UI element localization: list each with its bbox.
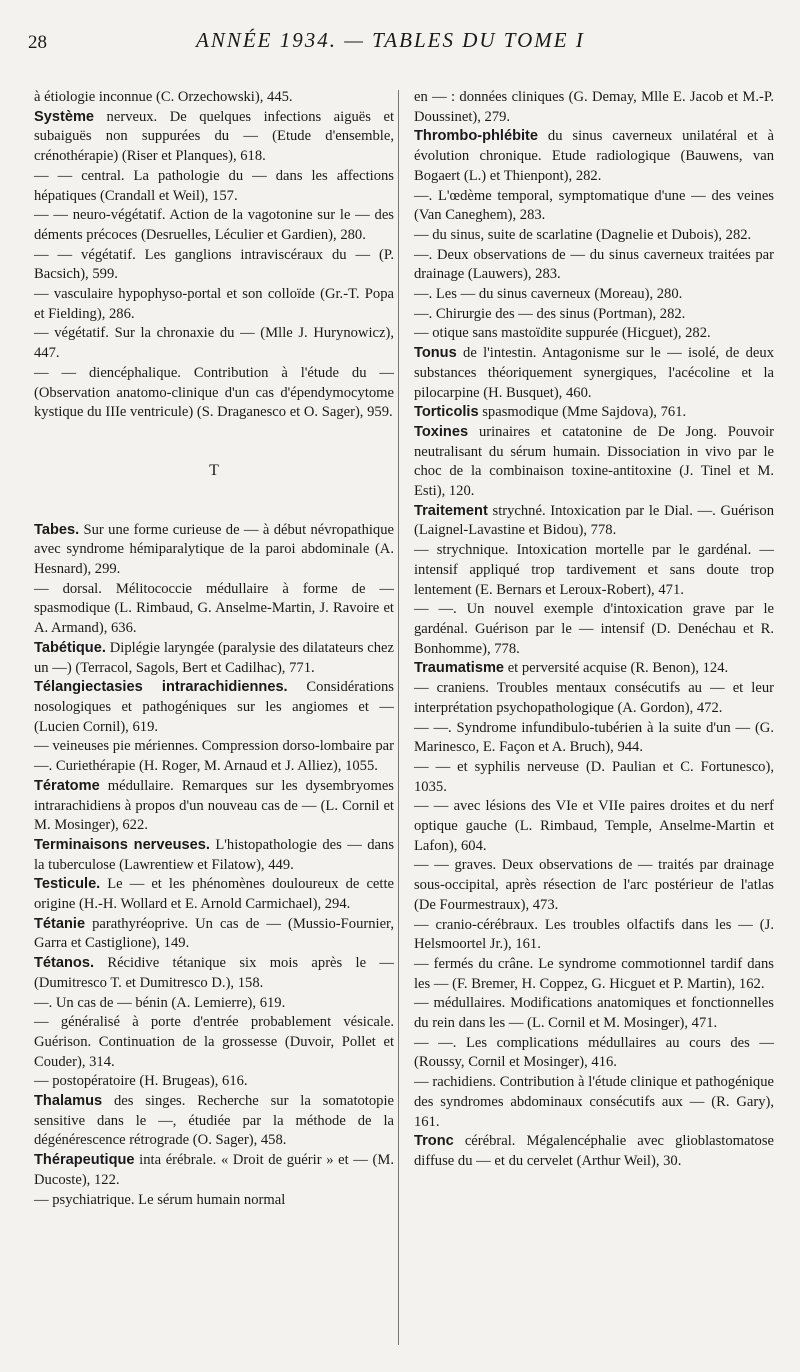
running-title: ANNÉE 1934. — TABLES DU TOME I xyxy=(196,28,585,52)
entry-keyword: Tronc xyxy=(414,1133,454,1150)
entry-keyword: Tabétique. xyxy=(34,639,106,656)
entry-text: Récidive tétanique six mois après le — (Dumitresco T. et Dumitresco D.), 158. xyxy=(34,955,394,991)
index-entry xyxy=(414,541,774,600)
entry-text: — — avec lésions des VIe et VIIe paires droites et du nerf optique gauche (L. Rimbaud, Temple, Anselme-Martin et Lafon), 604. xyxy=(414,798,774,854)
entry-keyword: Thalamus xyxy=(34,1093,103,1110)
index-entry xyxy=(34,678,394,737)
entry-keyword: Thrombo-phlébite xyxy=(414,128,539,145)
index-entry xyxy=(414,187,774,226)
entry-text: — veineuses pie mériennes. Compression dorso-lombaire par —. Curiethérapie (H. Roger, M. Arnaud et J. Alliez), 1055. xyxy=(34,738,394,775)
entry-text: — —. Un nouvel exemple d'intoxication grave par le gardénal. Guérison par le — intensif (D. Denéchau et R. Bonhomme), 778. xyxy=(414,601,774,657)
entry-keyword: Tératome xyxy=(34,777,100,794)
index-entry xyxy=(34,875,394,914)
entry-keyword: Torticolis xyxy=(414,404,479,421)
index-entry xyxy=(34,915,394,954)
entry-text: du sinus caverneux unilatéral et à évolution chronique. Etude radiologique (Bauwens, van Bogaert (L.) et Thienpont), 282. xyxy=(414,128,774,184)
entry-keyword: Traumatisme xyxy=(414,660,505,677)
index-entry xyxy=(34,1151,394,1190)
index-entry xyxy=(414,659,774,679)
index-entry xyxy=(414,423,774,502)
entry-text: — — végétatif. Les ganglions intraviscéraux du — (P. Bacsich), 599. xyxy=(34,246,394,283)
entry-keyword: Tétanos. xyxy=(34,955,95,972)
entry-text: — — graves. Deux observations de — traités par drainage sous-occipital, après résection de l'arc postérieur de l'atlas (De Fourmestraux), 473. xyxy=(414,857,774,913)
entry-text: médullaire. Remarques sur les dysembryomes intrarachidiens à propos d'un nouveau cas de — (L. Cornil et M. Mosinger), 622. xyxy=(34,777,394,834)
index-entry xyxy=(414,1073,774,1132)
entry-keyword: Tabes. xyxy=(34,521,80,538)
entry-keyword: Terminaisons nerveuses. xyxy=(34,836,210,853)
entry-text: — du sinus, suite de scarlatine (Dagnelie et Dubois), 282. xyxy=(414,226,752,243)
entry-text: — —. Syndrome infundibulo-tubérien à la suite d'un — (G. Marinesco, E. Façon et A. Bruch), 944. xyxy=(414,719,774,756)
index-entry xyxy=(414,719,774,758)
running-head xyxy=(0,14,800,54)
entry-text: — dorsal. Mélitococcie médullaire à forme de — spasmodique (L. Rimbaud, G. Anselme-Martin, J. Ravoire et A. Armand), 636. xyxy=(34,580,394,637)
entry-text: — fermés du crâne. Le syndrome commotionnel tardif dans les — (F. Bremer, H. Coppez, G. Hicguet et P. Martin), 162. xyxy=(414,955,774,992)
entry-text: Le — et les phénomènes douloureux de cette origine (H.-H. Wollard et E. Arnold Carmichael), 294. xyxy=(34,876,394,913)
entry-text: à étiologie inconnue (C. Orzechowski), 445. xyxy=(34,89,293,105)
entry-text: strychné. Intoxication par le Dial. —. Guérison (Laignel-Lavastine et Bidou), 778. xyxy=(414,502,774,539)
entry-text: —. Deux observations de — du sinus caverneux traitées par drainage (Lauwers), 283. xyxy=(414,246,774,283)
index-entry xyxy=(34,777,394,836)
index-entry xyxy=(34,521,394,580)
index-entry xyxy=(414,127,774,186)
entry-keyword: Télangiectasies intrarachidiennes. xyxy=(34,679,288,696)
entry-keyword: Traitement xyxy=(414,502,488,519)
entry-text: — — diencéphalique. Contribution à l'étude du — (Observation anatomo-clinique d'un cas d'épendymocytome kystique du IIIe ventricule) (S. Draganesco et O. Sager), 959. xyxy=(34,364,394,421)
entry-text: — végétatif. Sur la chronaxie du — (Mlle J. Hurynowicz), 447. xyxy=(34,325,394,362)
index-entry xyxy=(414,324,774,344)
entry-text: —. Les — du sinus caverneux (Moreau), 280. xyxy=(414,286,683,303)
index-entry xyxy=(414,226,774,246)
index-entry xyxy=(414,344,774,403)
index-entry xyxy=(414,994,774,1033)
entry-text: des singes. Recherche sur la somatotopie sensitive dans le —, étudiée par la méthode de la dégénérescence rétrograde (O. Sager), 458. xyxy=(34,1093,394,1149)
entry-text: — craniens. Troubles mentaux consécutifs au — et leur interprétation psychopathologique (A. Gordon), 472. xyxy=(414,680,774,716)
index-entry xyxy=(34,206,394,245)
index-entry xyxy=(414,955,774,994)
index-entry xyxy=(414,403,774,423)
index-entry xyxy=(34,639,394,678)
entry-text: urinaires et catatonine de De Jong. Pouvoir neutralisant du sérum humain. Dissociation in vivo par le choc de la combinaison toxine-antitoxine (J. Tinel et M. Esti), 120. xyxy=(414,423,774,500)
entry-text: —. Un cas de — bénin (A. Lemierre), 619. xyxy=(34,994,286,1011)
index-entry xyxy=(34,1092,394,1151)
left-column xyxy=(34,88,394,1210)
index-entry xyxy=(414,502,774,541)
index-entry xyxy=(414,797,774,856)
entry-keyword: Système xyxy=(34,108,95,125)
entry-keyword: Thérapeutique xyxy=(34,1152,135,1169)
index-entry xyxy=(414,916,774,955)
index-entry xyxy=(414,758,774,797)
entry-text: —. Chirurgie des — des sinus (Portman), 282. xyxy=(414,305,686,322)
index-entry xyxy=(414,1132,774,1171)
entry-text: — médullaires. Modifications anatomiques et fonctionnelles du rein dans les — (L. Cornil et M. Mosinger), 471. xyxy=(414,995,774,1032)
index-entry xyxy=(34,88,394,108)
entry-text: Considérations nosologiques et pathogéniques sur les angiomes et — (Lucien Cornil), 619. xyxy=(34,679,394,735)
column-divider xyxy=(398,90,399,1345)
entry-text: spasmodique (Mme Sajdova), 761. xyxy=(478,404,687,421)
entry-text: parathyréoprive. Un cas de — (Mussio-Fournier, Garra et Castiglione), 149. xyxy=(34,915,394,952)
index-entry xyxy=(414,679,774,718)
index-entry xyxy=(34,246,394,285)
index-entry xyxy=(414,285,774,305)
entry-text: — — neuro-végétatif. Action de la vagotonine sur le — des déments précoces (Desruelles, Léculier et Gardien), 280. xyxy=(34,207,394,243)
index-entry xyxy=(414,1034,774,1073)
index-entry xyxy=(34,1013,394,1072)
entry-text: — généralisé à porte d'entrée probablement vésicale. Guérison. Continuation de la grossesse (Duvoir, Pollet et Couder), 314. xyxy=(34,1014,394,1070)
entry-keyword: Toxines xyxy=(414,423,469,440)
index-entry xyxy=(414,856,774,915)
entry-keyword: Tonus xyxy=(414,345,457,362)
right-column xyxy=(414,88,774,1172)
index-entry xyxy=(34,1072,394,1092)
entry-text: —. L'œdème temporal, symptomatique d'une — des veines (Van Caneghem), 283. xyxy=(414,187,774,224)
index-entry xyxy=(34,994,394,1014)
entry-text: — — central. La pathologie du — dans les affections hépatiques (Crandall et Weil), 157. xyxy=(34,167,394,204)
entry-text: — rachidiens. Contribution à l'étude clinique et pathogénique des syndromes abdominaux consécutifs aux — (R. Gary), 161. xyxy=(414,1074,774,1130)
index-entry xyxy=(34,737,394,776)
section-letter: T xyxy=(209,461,219,479)
entry-text: — — et syphilis nerveuse (D. Paulian et C. Fortunesco), 1035. xyxy=(414,758,774,795)
entry-text: cérébral. Mégalencéphalie avec glioblastomatose diffuse du — et du cervelet (Arthur Weil), 30. xyxy=(414,1133,774,1169)
index-entry xyxy=(414,246,774,285)
entry-text: de l'intestin. Antagonisme sur le — isolé, de deux substances théoriquement synergiques, l'acécoline et la pilocarpine (H. Busquet), 460. xyxy=(414,345,774,401)
entry-text: L'histopathologie des — dans la tuberculose (Lawrentiew et Filatow), 449. xyxy=(34,836,395,873)
page-number: 28 xyxy=(28,32,47,53)
entry-text: et perversité acquise (R. Benon), 124. xyxy=(504,660,729,677)
entry-text: nerveux. De quelques infections aiguës et subaiguës non suppurées du — (Etude d'ensemble, crénothérapie) (Riser et Planques), 618. xyxy=(34,108,394,165)
entry-text: Diplégie laryngée (paralysie des dilatateurs chez un —) (Terracol, Sagols, Bert et Cadilhac), 771. xyxy=(34,639,394,676)
entry-text: — cranio-cérébraux. Les troubles olfactifs dans les — (J. Helsmoortel Jr.), 161. xyxy=(414,916,774,953)
entry-text: Sur une forme curieuse de — à début névropathique avec syndrome hémiparalytique de la paroi abdominale (A. Hesnard), 299. xyxy=(34,521,394,578)
entry-text: — psychiatrique. Le sérum humain normal xyxy=(34,1191,286,1208)
index-entry xyxy=(414,600,774,659)
index-entry xyxy=(34,167,394,206)
index-entry xyxy=(414,88,774,127)
entry-text: — —. Les complications médullaires au cours des — (Roussy, Cornil et Mosinger), 416. xyxy=(414,1034,774,1071)
index-entry xyxy=(414,305,774,325)
entry-text: — vasculaire hypophyso-portal et son colloïde (Gr.-T. Popa et Fielding), 286. xyxy=(34,286,394,322)
entry-keyword: Tétanie xyxy=(34,915,86,932)
entry-text: en — : données cliniques (G. Demay, Mlle E. Jacob et M.-P. Doussinet), 279. xyxy=(414,89,774,125)
index-entry xyxy=(34,285,394,324)
index-entry xyxy=(34,108,394,167)
entry-text: — postopératoire (H. Brugeas), 616. xyxy=(34,1073,248,1090)
entry-text: — strychnique. Intoxication mortelle par le gardénal. — intensif appliqué trop tardivement et sans doute trop lentement (E. Bernars et Leroux-Robert), 471. xyxy=(414,542,774,598)
index-entry xyxy=(34,580,394,639)
entry-text: inta érébrale. « Droit de guérir » et — (M. Ducoste), 122. xyxy=(34,1152,394,1188)
entry-keyword: Testicule. xyxy=(34,876,101,893)
index-entry xyxy=(34,1191,394,1211)
index-entry xyxy=(34,836,394,875)
entry-text: — otique sans mastoïdite suppurée (Hicguet), 282. xyxy=(414,325,711,342)
index-entry xyxy=(34,324,394,363)
index-entry xyxy=(34,364,394,423)
index-entry xyxy=(34,954,394,993)
